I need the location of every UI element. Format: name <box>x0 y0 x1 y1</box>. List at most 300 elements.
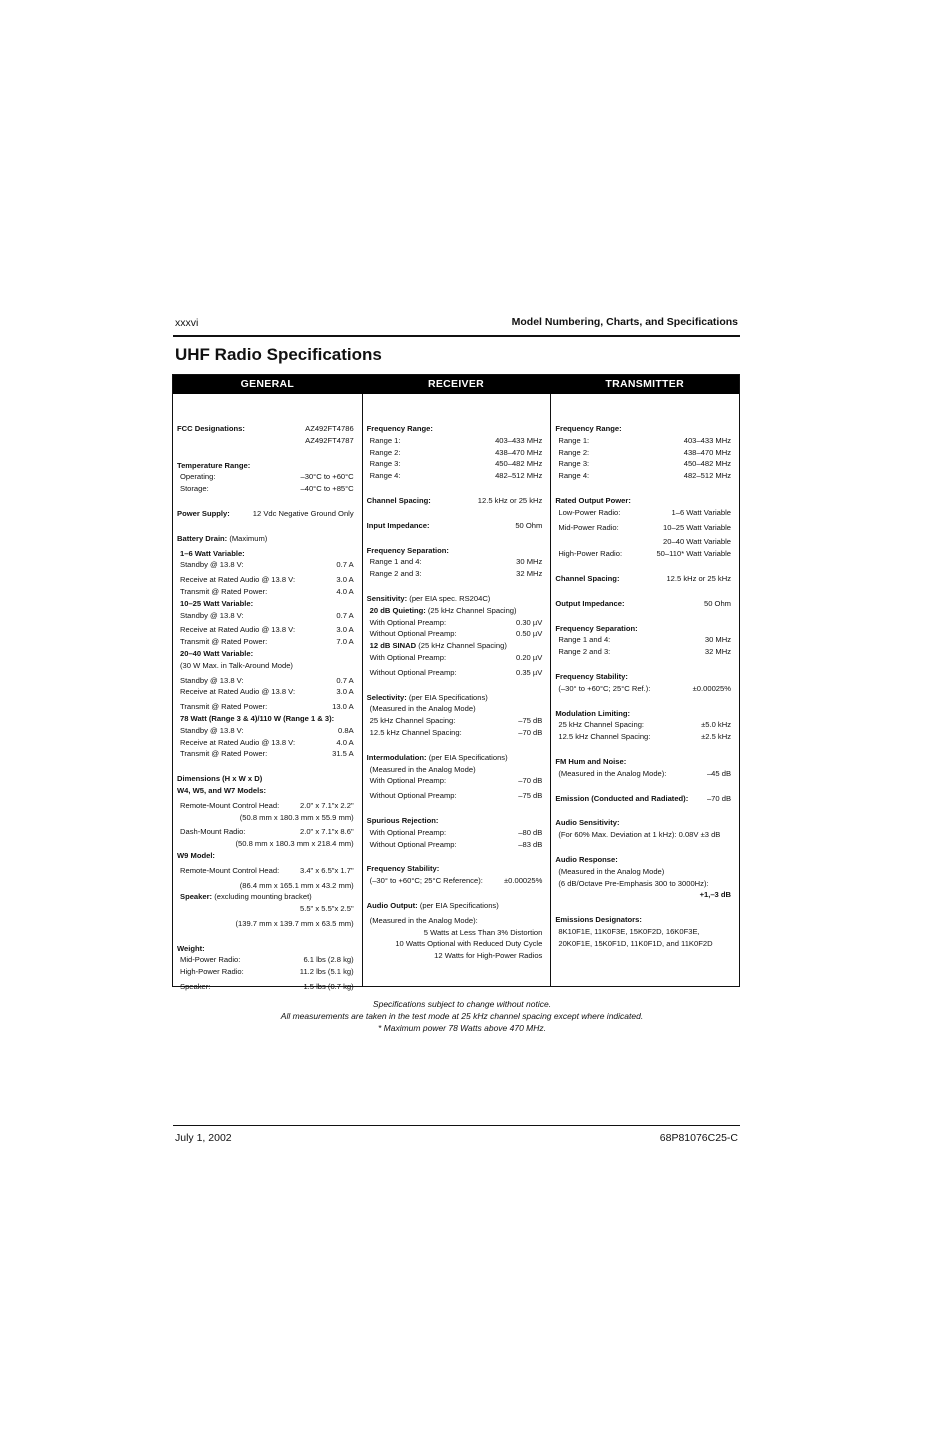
rx-quieting-note: (25 kHz Channel Spacing) <box>425 605 517 615</box>
rx-sensitivity-label: Sensitivity: <box>366 593 408 603</box>
transmitter-column-content <box>555 423 731 950</box>
battery-10-25w-standby-row <box>177 610 354 622</box>
dimensions-dash-mm-row <box>177 838 354 850</box>
temperature-storage-row <box>177 483 354 495</box>
battery-1-6w-receive-row <box>177 574 354 586</box>
weight-high-value: 11.2 lbs (5.1 kg) <box>299 967 354 977</box>
battery-1-6w-standby-value: 0.7 A <box>336 560 354 570</box>
rx-range-3-row <box>367 458 543 470</box>
page-number: xxxvi <box>175 317 199 329</box>
rx-sensitivity-note: (per EIA spec. RS204C) <box>407 593 491 603</box>
rx-range-4-row <box>367 470 543 482</box>
transmitter-column <box>550 394 739 986</box>
footnote-line-3: * Maximum power 78 Watts above 470 MHz. <box>377 1023 547 1033</box>
tx-hum-noise-label: FM Hum and Noise: <box>555 756 627 766</box>
battery-78-110w-receive-label: Receive at Rated Audio @ 13.8 V: <box>180 737 296 747</box>
tx-range-2-label: Range 2: <box>558 447 590 457</box>
rx-frequency-range-label: Frequency Range: <box>366 424 433 433</box>
battery-10-25w-standby-value: 0.7 A <box>336 610 354 620</box>
battery-20-40w-note-row <box>177 660 354 672</box>
rx-range-2-value: 438–470 MHz <box>495 447 543 457</box>
battery-78-110w-standby-value: 0.8A <box>338 725 354 735</box>
tx-emissions-designators-line-2: 20K0F1E, 15K0F1D, 11K0F1D, and 11K0F2D <box>558 938 713 948</box>
tx-mid-power-label: Mid-Power Radio: <box>558 522 619 532</box>
battery-20-40w-heading <box>177 648 354 660</box>
dimensions-remote-mm: (50.8 mm x 180.3 mm x 55.9 mm) <box>239 812 354 822</box>
dimensions-w9-remote-value: 3.4" x 6.5"x 1.7" <box>299 865 354 875</box>
rx-spurious-heading <box>367 815 543 827</box>
battery-10-25w-standby-label: Standby @ 13.8 V: <box>180 610 244 620</box>
rx-quieting-with-row <box>367 617 543 629</box>
tx-audio-response-value-row <box>555 889 731 901</box>
tx-mid-power-value: 10–25 Watt Variable <box>663 522 732 532</box>
tx-mid-power-value-2: 20–40 Watt Variable <box>663 537 732 547</box>
rx-freq-stability-label: Frequency Stability: <box>366 864 440 874</box>
rx-range-1-label: Range 1: <box>369 435 401 445</box>
rx-audio-analog: (Measured in the Analog Mode): <box>369 915 478 925</box>
tx-audio-response-heading <box>555 854 731 866</box>
chapter-title: Model Numbering, Charts, and Specifications <box>511 316 738 328</box>
rx-intermod-with-label: With Optional Preamp: <box>369 776 447 786</box>
rx-selectivity-12-label: 12.5 kHz Channel Spacing: <box>369 727 462 737</box>
tx-mid-power-row-2 <box>555 536 731 548</box>
rx-intermod-without-row <box>367 790 543 802</box>
rx-audio-analog-row <box>367 915 543 927</box>
tx-range-3-row <box>555 458 731 470</box>
battery-drain-heading <box>177 533 354 545</box>
tx-high-power-label: High-Power Radio: <box>558 549 623 559</box>
tx-audio-sensitivity-row <box>555 829 731 841</box>
rx-freq-stability-heading <box>367 863 543 875</box>
speaker-note: (excluding mounting bracket) <box>212 892 312 902</box>
rx-range-1-value: 403–433 MHz <box>495 435 543 445</box>
tx-channel-spacing-row <box>555 573 731 585</box>
tx-freq-stability-condition: (–30° to +60°C; 25°C Ref.): <box>558 683 651 693</box>
tx-low-power-row <box>555 507 731 519</box>
tx-hum-noise-row <box>555 768 731 780</box>
battery-10-25w-receive-row <box>177 624 354 636</box>
spec-table <box>172 374 740 992</box>
rx-selectivity-12-row <box>367 727 543 739</box>
rx-audio-output-label: Audio Output: <box>366 900 418 910</box>
temperature-label: Temperature Range: <box>177 460 251 470</box>
rx-selectivity-heading <box>367 692 543 704</box>
tx-hum-noise-value: –45 dB <box>706 768 732 778</box>
tx-separation-2-3-row <box>555 646 731 658</box>
speaker-heading <box>177 891 354 903</box>
rx-sensitivity-heading <box>367 593 543 605</box>
rx-quieting-heading <box>367 605 543 617</box>
tx-range-4-label: Range 4: <box>558 471 590 481</box>
rx-freq-stability-condition: (–30° to +60°C; 25°C Reference): <box>369 876 483 886</box>
battery-10-25w-transmit-row <box>177 636 354 648</box>
tx-emissions-designators-line-1: 8K10F1E, 11K0F3E, 15K0F2D, 16K0F3E, <box>558 926 700 936</box>
rx-selectivity-25-value: –75 dB <box>518 716 543 726</box>
dimensions-remote-mm-row <box>177 812 354 824</box>
tx-emissions-designators-heading <box>555 914 731 926</box>
weight-mid-label: Mid-Power Radio: <box>180 955 241 965</box>
rx-sinad-without-value: 0.35 µV <box>516 667 543 677</box>
battery-1-6w-label: 1–6 Watt Variable: <box>180 548 245 558</box>
battery-78-110w-receive-value: 4.0 A <box>336 737 354 747</box>
battery-20-40w-transmit-label: Transmit @ Rated Power: <box>180 702 268 712</box>
rx-sinad-with-value: 0.20 µV <box>516 652 543 662</box>
battery-1-6w-receive-value: 3.0 A <box>336 575 354 585</box>
rx-intermod-analog: (Measured in the Analog Mode) <box>369 764 476 774</box>
rx-sinad-heading <box>367 640 543 652</box>
rx-freq-stability-value: ±0.00025% <box>503 876 543 886</box>
battery-10-25w-label: 10–25 Watt Variable: <box>180 598 254 608</box>
general-column <box>173 394 362 992</box>
footer-date: July 1, 2002 <box>175 1132 232 1144</box>
tx-mid-power-row <box>555 522 731 534</box>
footnote-line-1: Specifications subject to change without notice. <box>372 999 552 1009</box>
weight-speaker-value: 1.5 lbs (0.7 kg) <box>303 982 354 992</box>
rx-quieting-without-label: Without Optional Preamp: <box>369 629 457 639</box>
battery-1-6w-transmit-value: 4.0 A <box>336 586 354 596</box>
rx-sinad-with-row <box>367 652 543 664</box>
rx-range-2-label: Range 2: <box>369 447 401 457</box>
tx-output-impedance-label: Output Impedance: <box>555 598 625 608</box>
tx-emission-value: –70 dB <box>706 793 732 803</box>
rx-quieting-with-value: 0.30 µV <box>516 617 543 627</box>
rx-quieting-label: 20 dB Quieting: <box>369 605 426 615</box>
spec-columns <box>173 394 739 992</box>
power-supply-row <box>177 508 354 520</box>
tx-range-1-value: 403–433 MHz <box>683 435 732 445</box>
tx-separation-2-3-value: 32 MHz <box>704 647 732 657</box>
temperature-storage-label: Storage: <box>180 484 209 494</box>
rx-intermod-analog-row <box>367 764 543 776</box>
tx-emissions-designators-row-2 <box>555 938 731 950</box>
speaker-label: Speaker: <box>180 892 213 902</box>
tx-range-2-row <box>555 447 731 459</box>
rx-selectivity-label: Selectivity: <box>366 692 407 702</box>
rx-sinad-without-row <box>367 667 543 679</box>
rx-frequency-range-heading <box>367 423 543 435</box>
rx-intermod-without-value: –75 dB <box>518 791 543 801</box>
rx-separation-2-3-value: 32 MHz <box>516 569 543 579</box>
battery-20-40w-receive-value: 3.0 A <box>336 687 354 697</box>
dimensions-label: Dimensions (H x W x D) <box>177 774 263 784</box>
rx-intermod-without-label: Without Optional Preamp: <box>369 791 457 801</box>
rx-intermod-label: Intermodulation: <box>366 752 427 762</box>
speaker-mm-row <box>177 918 354 930</box>
tx-range-1-label: Range 1: <box>558 435 590 445</box>
battery-20-40w-note: (30 W Max. in Talk-Around Mode) <box>180 660 293 670</box>
dimensions-remote-row <box>177 800 354 812</box>
fcc-row <box>177 423 354 435</box>
battery-drain-note: (Maximum) <box>227 533 268 543</box>
battery-20-40w-label: 20–40 Watt Variable: <box>180 648 254 658</box>
speaker-dim-row <box>177 903 354 915</box>
tx-freq-separation-label: Frequency Separation: <box>555 623 638 633</box>
battery-1-6w-transmit-row <box>177 586 354 598</box>
battery-1-6w-standby-row <box>177 559 354 571</box>
weight-speaker-label: Speaker: <box>180 982 211 992</box>
rx-channel-spacing-label: Channel Spacing: <box>366 495 431 505</box>
rx-separation-1-4-row <box>367 556 543 568</box>
rx-audio-output-note: (per EIA Specifications) <box>417 900 499 910</box>
battery-20-40w-transmit-value: 13.0 A <box>332 702 354 712</box>
rx-intermod-with-row <box>367 775 543 787</box>
tx-audio-response-label: Audio Response: <box>555 854 618 864</box>
weight-mid-value: 6.1 lbs (2.8 kg) <box>303 955 354 965</box>
rx-separation-2-3-row <box>367 568 543 580</box>
rx-sinad-note: (25 kHz Channel Spacing) <box>416 641 507 651</box>
rx-range-2-row <box>367 447 543 459</box>
rx-quieting-without-value: 0.50 µV <box>516 629 543 639</box>
dimensions-dash-value: 2.0" x 7.1"x 8.6" <box>299 827 354 837</box>
rx-range-1-row <box>367 435 543 447</box>
weight-label: Weight: <box>177 943 205 953</box>
battery-78-110w-label: 78 Watt (Range 3 & 4)/110 W (Range 1 & 3): <box>180 713 335 723</box>
tx-range-2-value: 438–470 MHz <box>683 447 732 457</box>
rx-input-impedance-row <box>367 520 543 532</box>
rx-spurious-with-row <box>367 827 543 839</box>
general-header: GENERAL <box>240 378 295 390</box>
battery-10-25w-heading <box>177 598 354 610</box>
battery-78-110w-standby-label: Standby @ 13.8 V: <box>180 725 244 735</box>
rx-freq-stability-row <box>367 875 543 887</box>
tx-rated-output-label: Rated Output Power: <box>555 495 631 505</box>
rx-input-impedance-label: Input Impedance: <box>366 520 430 530</box>
dimensions-dash-row <box>177 826 354 838</box>
battery-1-6w-heading <box>177 548 354 560</box>
battery-1-6w-transmit-label: Transmit @ Rated Power: <box>180 586 268 596</box>
battery-78-110w-receive-row <box>177 737 354 749</box>
dimensions-w9-remote-row <box>177 865 354 877</box>
tx-audio-response-line-row <box>555 878 731 890</box>
rx-freq-separation-heading <box>367 545 543 557</box>
tx-low-power-value: 1–6 Watt Variable <box>671 507 732 517</box>
tx-high-power-value: 50–110* Watt Variable <box>656 549 732 559</box>
tx-freq-stability-row <box>555 683 731 695</box>
battery-20-40w-standby-row <box>177 675 354 687</box>
rx-freq-separation-label: Frequency Separation: <box>366 545 449 555</box>
tx-range-3-value: 450–482 MHz <box>683 459 732 469</box>
rx-spurious-without-label: Without Optional Preamp: <box>369 839 457 849</box>
tx-emissions-designators-row-1 <box>555 926 731 938</box>
tx-freq-stability-value: ±0.00025% <box>692 683 732 693</box>
rx-spurious-without-value: –83 dB <box>518 839 543 849</box>
battery-20-40w-standby-label: Standby @ 13.8 V: <box>180 675 244 685</box>
tx-separation-1-4-label: Range 1 and 4: <box>558 635 611 645</box>
receiver-column <box>362 394 551 986</box>
tx-mod-limiting-label: Modulation Limiting: <box>555 708 630 718</box>
rx-audio-output-heading <box>367 900 543 912</box>
rx-range-4-value: 482–512 MHz <box>495 471 543 481</box>
document-title: UHF Radio Specifications <box>175 345 382 364</box>
rx-selectivity-25-label: 25 kHz Channel Spacing: <box>369 716 456 726</box>
tx-frequency-range-heading <box>555 423 731 435</box>
tx-low-power-label: Low-Power Radio: <box>558 507 621 517</box>
rx-audio-line-1-row <box>367 927 543 939</box>
general-column-content <box>177 423 354 993</box>
tx-audio-response-line: (6 dB/Octave Pre-Emphasis 300 to 3000Hz): <box>558 878 709 888</box>
weight-speaker-row <box>177 981 354 993</box>
header-rule <box>173 335 740 337</box>
rx-intermod-note: (per EIA Specifications) <box>426 752 508 762</box>
rx-spurious-label: Spurious Rejection: <box>366 815 439 825</box>
dimensions-w9-heading <box>177 850 354 862</box>
rx-audio-line-1: 5 Watts at Less Than 3% Distortion <box>423 927 543 937</box>
battery-20-40w-receive-label: Receive at Rated Audio @ 13.8 V: <box>180 687 296 697</box>
dimensions-w9-mm: (86.4 mm x 165.1 mm x 43.2 mm) <box>239 880 354 890</box>
receiver-header: RECEIVER <box>427 378 485 390</box>
rx-audio-line-3-row <box>367 950 543 962</box>
dimensions-heading <box>177 773 354 785</box>
tx-mod-limiting-25-row <box>555 719 731 731</box>
rx-separation-1-4-label: Range 1 and 4: <box>369 557 422 567</box>
rx-channel-spacing-value: 12.5 kHz or 25 kHz <box>477 495 543 505</box>
tx-separation-1-4-row <box>555 634 731 646</box>
rx-spurious-without-row <box>367 839 543 851</box>
tx-range-3-label: Range 3: <box>558 459 590 469</box>
tx-freq-stability-heading <box>555 671 731 683</box>
rx-spurious-with-value: –80 dB <box>518 827 543 837</box>
battery-78-110w-transmit-label: Transmit @ Rated Power: <box>180 749 268 759</box>
rx-sinad-without-label: Without Optional Preamp: <box>369 667 457 677</box>
tx-rated-output-heading <box>555 495 731 507</box>
tx-emission-label: Emission (Conducted and Radiated): <box>555 793 689 803</box>
battery-78-110w-standby-row <box>177 725 354 737</box>
power-supply-label: Power Supply: <box>177 508 230 518</box>
tx-audio-sensitivity-label: Audio Sensitivity: <box>555 818 620 828</box>
battery-78-110w-transmit-row <box>177 748 354 760</box>
tx-emissions-designators-label: Emissions Designators: <box>555 915 642 925</box>
dimensions-dash-mm: (50.8 mm x 180.3 mm x 218.4 mm) <box>235 839 354 849</box>
rx-quieting-with-label: With Optional Preamp: <box>369 617 447 627</box>
battery-78-110w-transmit-value: 31.5 A <box>332 749 354 759</box>
tx-mod-limiting-25-label: 25 kHz Channel Spacing: <box>558 720 645 730</box>
weight-high-label: High-Power Radio: <box>180 967 244 977</box>
battery-drain-label: Battery Drain: <box>177 533 228 543</box>
tx-high-power-row <box>555 548 731 560</box>
temperature-operating-label: Operating: <box>180 472 216 482</box>
temperature-heading <box>177 460 354 472</box>
tx-mod-limiting-12-label: 12.5 kHz Channel Spacing: <box>558 732 651 742</box>
tx-hum-noise-condition: (Measured in the Analog Mode): <box>558 768 667 778</box>
rx-audio-line-2-row <box>367 938 543 950</box>
battery-1-6w-standby-label: Standby @ 13.8 V: <box>180 560 244 570</box>
dimensions-w9-remote-label: Remote-Mount Control Head: <box>180 865 280 875</box>
weight-mid-row <box>177 954 354 966</box>
rx-selectivity-12-value: –70 dB <box>518 727 543 737</box>
dimensions-dash-label: Dash-Mount Radio: <box>180 827 246 837</box>
battery-10-25w-receive-label: Receive at Rated Audio @ 13.8 V: <box>180 625 296 635</box>
dimensions-w9-label: W9 Model: <box>177 850 215 860</box>
receiver-column-content <box>367 423 543 962</box>
tx-audio-response-analog-row <box>555 866 731 878</box>
tx-range-4-value: 482–512 MHz <box>683 471 732 481</box>
battery-78-110w-heading <box>177 713 354 725</box>
rx-range-3-value: 450–482 MHz <box>495 459 543 469</box>
tx-emission-row <box>555 793 731 805</box>
column-headers <box>173 375 739 394</box>
dimensions-models-label: W4, W5, and W7 Models: <box>177 785 267 795</box>
rx-audio-line-2: 10 Watts Optional with Reduced Duty Cycle <box>395 939 543 949</box>
tx-channel-spacing-value: 12.5 kHz or 25 kHz <box>666 573 732 583</box>
footer-doc-number: 68P81076C25-C <box>659 1132 738 1144</box>
tx-mod-limiting-12-value: ±2.5 kHz <box>701 732 732 742</box>
rx-intermod-with-value: –70 dB <box>518 776 543 786</box>
tx-audio-sensitivity-value: (For 60% Max. Deviation at 1 kHz): 0.08V ±3 dB <box>558 830 721 840</box>
fcc-label: FCC Designations: <box>177 424 245 433</box>
transmitter-header: TRANSMITTER <box>605 378 684 390</box>
tx-mod-limiting-25-value: ±5.0 kHz <box>701 720 732 730</box>
speaker-dim-value: 5.5" x 5.5"x 2.5" <box>299 904 354 914</box>
weight-high-row <box>177 966 354 978</box>
rx-channel-spacing-row <box>367 495 543 507</box>
footer-rule <box>173 1125 740 1126</box>
rx-separation-1-4-value: 30 MHz <box>516 557 543 567</box>
speaker-dim-mm: (139.7 mm x 139.7 mm x 63.5 mm) <box>235 918 354 928</box>
weight-heading <box>177 943 354 955</box>
battery-20-40w-transmit-row <box>177 701 354 713</box>
tx-hum-noise-heading <box>555 756 731 768</box>
footnote-line-2: All measurements are taken in the test mode at 25 kHz channel spacing except where indicated. <box>280 1011 644 1021</box>
rx-quieting-without-row <box>367 628 543 640</box>
temperature-operating-value: –30°C to +60°C <box>300 472 354 482</box>
temperature-operating-row <box>177 471 354 483</box>
rx-selectivity-analog-row <box>367 703 543 715</box>
fcc-value-2: AZ492FT4787 <box>305 435 354 445</box>
tx-output-impedance-row <box>555 598 731 610</box>
rx-selectivity-analog: (Measured in the Analog Mode) <box>369 704 476 714</box>
dimensions-remote-label: Remote-Mount Control Head: <box>180 800 280 810</box>
dimensions-remote-value: 2.0" x 7.1"x 2.2" <box>299 800 354 810</box>
battery-20-40w-receive-row <box>177 686 354 698</box>
rx-range-3-label: Range 3: <box>369 459 401 469</box>
dimensions-models-heading <box>177 785 354 797</box>
tx-channel-spacing-label: Channel Spacing: <box>555 573 620 583</box>
tx-range-1-row <box>555 435 731 447</box>
temperature-storage-value: –40°C to +85°C <box>300 484 354 494</box>
battery-10-25w-transmit-value: 7.0 A <box>336 637 354 647</box>
rx-audio-line-3: 12 Watts for High-Power Radios <box>434 951 543 961</box>
tx-mod-limiting-12-row <box>555 731 731 743</box>
rx-input-impedance-value: 50 Ohm <box>515 520 543 530</box>
rx-selectivity-note: (per EIA Specifications) <box>406 692 488 702</box>
tx-audio-response-value: +1,–3 dB <box>699 890 732 900</box>
power-supply-value: 12 Vdc Negative Ground Only <box>252 508 354 518</box>
rx-separation-2-3-label: Range 2 and 3: <box>369 569 422 579</box>
battery-10-25w-receive-value: 3.0 A <box>336 625 354 635</box>
rx-selectivity-25-row <box>367 715 543 727</box>
tx-frequency-range-label: Frequency Range: <box>555 424 622 433</box>
tx-freq-stability-label: Frequency Stability: <box>555 671 628 681</box>
rx-sinad-with-label: With Optional Preamp: <box>369 652 447 662</box>
tx-mod-limiting-heading <box>555 708 731 720</box>
battery-10-25w-transmit-label: Transmit @ Rated Power: <box>180 637 268 647</box>
footnotes <box>172 998 752 1034</box>
tx-audio-response-analog: (Measured in the Analog Mode) <box>558 866 665 876</box>
fcc-value-1: AZ492FT4786 <box>305 424 354 433</box>
battery-20-40w-standby-value: 0.7 A <box>336 675 354 685</box>
fcc-row-2 <box>177 435 354 447</box>
rx-range-4-label: Range 4: <box>369 471 401 481</box>
battery-1-6w-receive-label: Receive at Rated Audio @ 13.8 V: <box>180 575 296 585</box>
rx-spurious-with-label: With Optional Preamp: <box>369 827 447 837</box>
tx-range-4-row <box>555 470 731 482</box>
rx-sinad-label: 12 dB SINAD <box>369 641 417 651</box>
tx-separation-2-3-label: Range 2 and 3: <box>558 647 611 657</box>
tx-separation-1-4-value: 30 MHz <box>704 635 732 645</box>
tx-freq-separation-heading <box>555 623 731 635</box>
dimensions-w9-mm-row <box>177 880 354 892</box>
tx-output-impedance-value: 50 Ohm <box>704 598 732 608</box>
